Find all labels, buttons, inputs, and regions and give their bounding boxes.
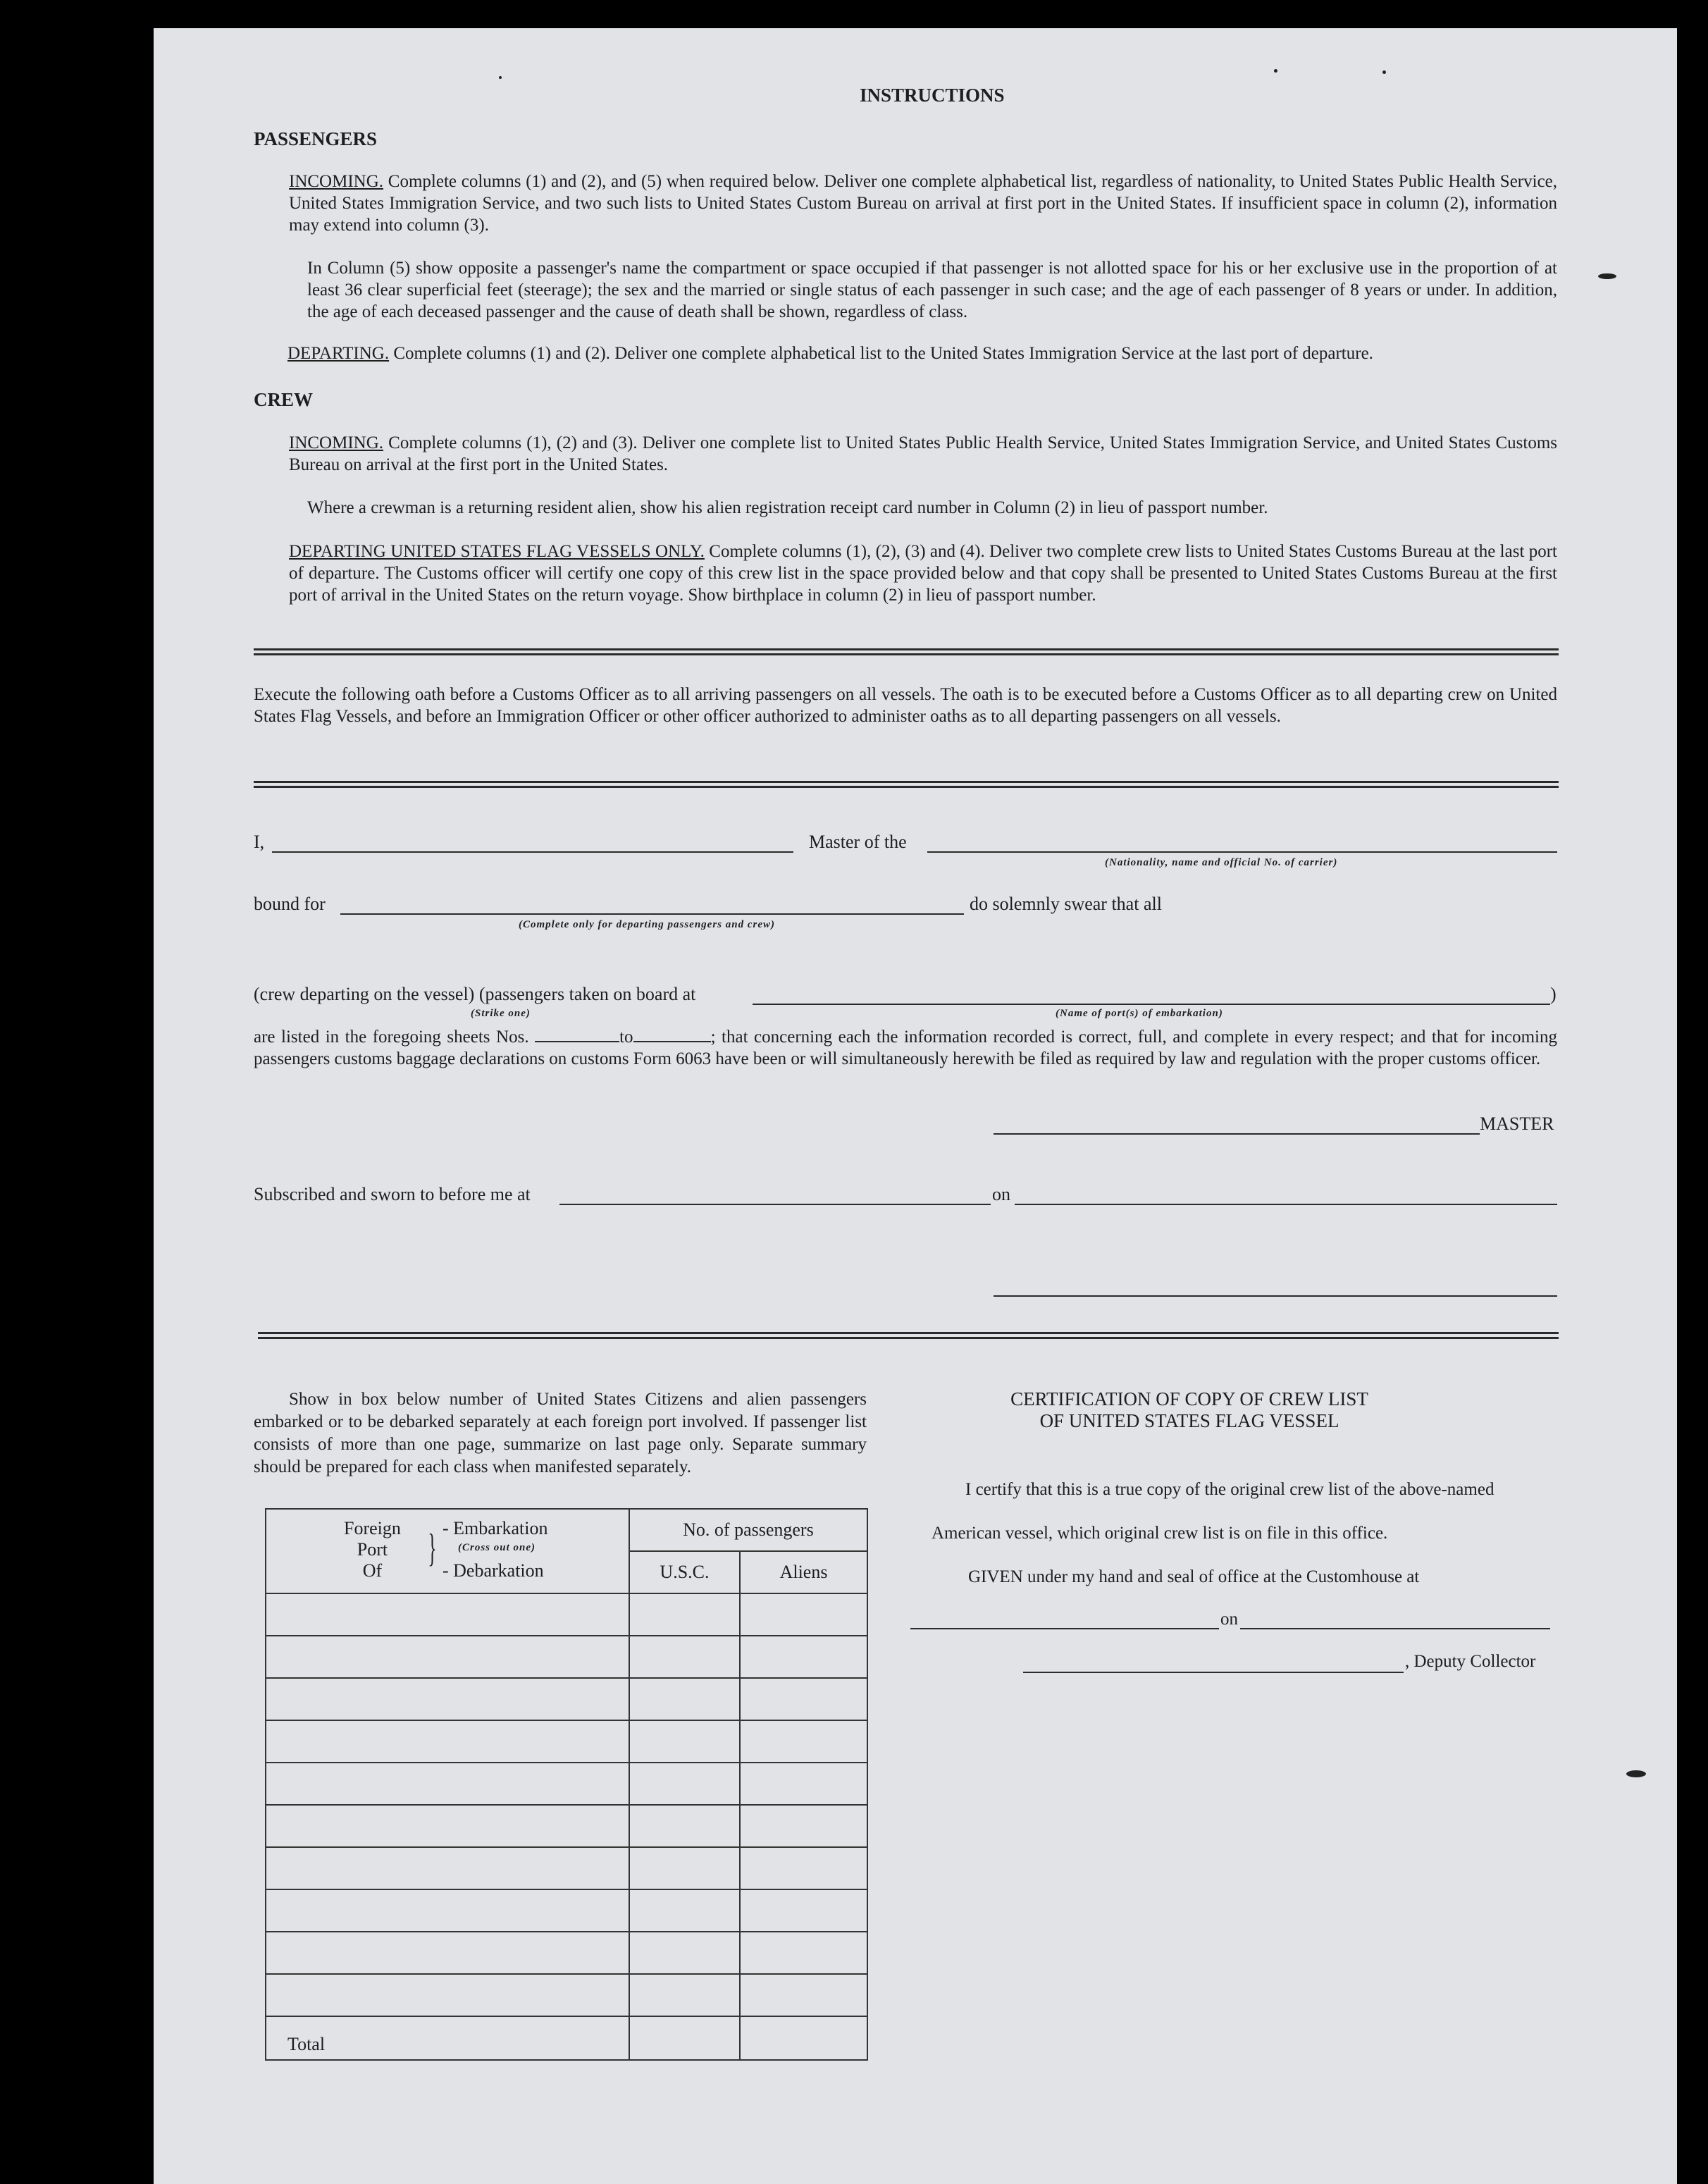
embarkation-port-line[interactable] [753, 1004, 1550, 1005]
usc-cell[interactable] [629, 1889, 740, 1932]
port-cell[interactable] [266, 1805, 629, 1847]
crew-passengers-label: (crew departing on the vessel) (passengers taken on board at [254, 984, 696, 1004]
crew-incoming-paragraph [289, 432, 1557, 476]
usc-cell[interactable] [629, 1678, 740, 1720]
passengers-departing-paragraph [287, 343, 1557, 364]
usc-cell[interactable] [629, 1636, 740, 1678]
subscribed-place-line[interactable] [559, 1204, 991, 1205]
no-of-passengers-header: No. of passengers [629, 1509, 867, 1551]
cross-out-caption: (Cross out one) [458, 1542, 536, 1553]
embarkation-label: - Embarkation [443, 1518, 548, 1538]
master-signature-line[interactable] [994, 1133, 1480, 1135]
sheets-rest: ; that concerning each the information recorded is correct, full, and complete in every respect; and that for incoming passengers customs baggage declarations on customs Form 6063 have been or will simultaneously herewith be filed as required by law and regulation with the proper customs officer. [254, 1028, 1557, 1068]
certify-text: I certify that this is a true copy of the original crew list of the above-named [965, 1480, 1494, 1499]
total-usc-cell[interactable] [629, 2016, 740, 2060]
passengers-departing-text: Complete columns (1) and (2). Deliver one complete alphabetical list to the United States Immigration Service at the last port of departure. [393, 344, 1373, 363]
port-cell[interactable] [266, 1763, 629, 1805]
passengers-incoming-paragraph [289, 171, 1557, 236]
foreign-port-header [266, 1509, 629, 1593]
passengers-departing-label: DEPARTING. [287, 344, 390, 363]
usc-cell[interactable] [629, 1593, 740, 1636]
certification-on-label: on [1220, 1610, 1238, 1629]
customhouse-line[interactable] [910, 1628, 1219, 1629]
strike-caption: (Strike one) [471, 1008, 531, 1019]
sheets-paragraph [254, 1026, 1557, 1070]
port-cell[interactable] [266, 1932, 629, 1974]
swear-label: do solemnly swear that all [970, 894, 1162, 914]
total-aliens-cell[interactable] [740, 2016, 867, 2060]
usc-cell[interactable] [629, 1932, 740, 1974]
sheet-from-line[interactable] [535, 1041, 619, 1042]
aliens-cell[interactable] [740, 1847, 867, 1889]
stray-mark [499, 76, 502, 79]
passengers-heading: PASSENGERS [254, 128, 378, 149]
debarkation-label: - Debarkation [443, 1560, 544, 1581]
usc-cell[interactable] [629, 1974, 740, 2016]
aliens-cell[interactable] [740, 1974, 867, 2016]
form-sheet [154, 28, 1677, 2184]
aliens-cell[interactable] [740, 1889, 867, 1932]
master-label: MASTER [1480, 1113, 1554, 1134]
stray-mark [1274, 69, 1277, 73]
total-label: Total [266, 2016, 629, 2060]
crew-departing-paragraph [289, 541, 1557, 606]
usc-cell[interactable] [629, 1763, 740, 1805]
passengers-incoming-text: Complete columns (1) and (2), and (5) when required below. Deliver one complete alphabetical list, regardless of nationality, to United States Public Health Service, United States Immigration Service, and two such lists to United States Custom Bureau on arrival at first port in the United States. If insufficient space in column (2), information may extend into column (3). [289, 172, 1558, 235]
aliens-cell[interactable] [740, 1805, 867, 1847]
oath-i-label: I, [254, 832, 265, 852]
certification-title-line2: OF UNITED STATES FLAG VESSEL [1039, 1410, 1339, 1431]
bound-for-line[interactable] [340, 913, 964, 915]
port-cell[interactable] [266, 1636, 629, 1678]
oath-intro: Execute the following oath before a Customs Officer as to all arriving passengers on all vessels. The oath is to be executed before a Customs Officer as to all departing crew on United States Flag Vessels, and before an Immigration Officer or other officer authorized to administer oaths as to all departing passengers on all vessels. [254, 685, 1557, 726]
port-cell[interactable] [266, 1889, 629, 1932]
deputy-signature-line[interactable] [1023, 1672, 1404, 1673]
usc-cell[interactable] [629, 1720, 740, 1763]
close-paren: ) [1550, 984, 1557, 1004]
summary-instructions: Show in box below number of United States Citizens and alien passengers embarked or to be debarked separately at each foreign port involved. If passenger list consists of more than one page, summarize on last page only. Separate summary should be prepared for each class when manifested separately. [254, 1390, 867, 1476]
crew-departing-label: DEPARTING UNITED STATES FLAG VESSELS ONLY. [289, 542, 705, 561]
port-caption: (Name of port(s) of embarkation) [1056, 1008, 1223, 1019]
subscribed-date-line[interactable] [1015, 1204, 1557, 1205]
port-cell[interactable] [266, 1720, 629, 1763]
usc-cell[interactable] [629, 1805, 740, 1847]
aliens-header: Aliens [740, 1551, 867, 1593]
sheets-prefix: are listed in the foregoing sheets Nos. [254, 1028, 529, 1047]
port-cell[interactable] [266, 1593, 629, 1636]
brace-icon: } [428, 1526, 437, 1570]
aliens-cell[interactable] [740, 1720, 867, 1763]
aliens-cell[interactable] [740, 1636, 867, 1678]
port-cell[interactable] [266, 1847, 629, 1889]
crew-resident-paragraph: Where a crewman is a returning resident alien, show his alien registration receipt card number in Column (2) in lieu of passport number. [307, 498, 1268, 517]
stray-mark [1626, 1770, 1646, 1777]
bound-for-label: bound for [254, 894, 326, 914]
deputy-collector-label: , Deputy Collector [1405, 1652, 1536, 1671]
stray-mark [1382, 70, 1386, 74]
page-title: INSTRUCTIONS [860, 85, 1005, 106]
subscribed-on-label: on [992, 1184, 1010, 1204]
officer-signature-line[interactable] [994, 1295, 1557, 1297]
master-of-the-label: Master of the [809, 832, 907, 852]
crew-incoming-text: Complete columns (1), (2) and (3). Deliver one complete list to United States Public Health Service, United States Immigration Service, and United States Customs Bureau on arrival at the first port in the United States. [289, 433, 1558, 474]
passenger-summary-table [265, 1508, 868, 2061]
port-label: Port [357, 1539, 388, 1560]
given-text: GIVEN under my hand and seal of office at the Customhouse at [968, 1567, 1420, 1586]
divider [258, 1332, 1559, 1339]
divider [254, 781, 1559, 788]
port-cell[interactable] [266, 1678, 629, 1720]
carrier-line[interactable] [927, 851, 1557, 853]
crew-departing-text: Complete columns (1), (2), (3) and (4). Deliver two complete crew lists to United States Customs Bureau at the last port of departure. The Customs officer will certify one copy of this crew list in the space provided below and that copy shall be presented to United States Customs Bureau at the first port of arrival in the United States on the return voyage. Show birthplace in column (2) in lieu of passport number. [289, 542, 1558, 605]
carrier-caption: (Nationality, name and official No. of carrier) [1105, 857, 1338, 868]
passengers-column5-paragraph: In Column (5) show opposite a passenger's name the compartment or space occupied if that passenger is not allotted space for his or her exclusive use in the proportion of at least 36 clear superficial feet (steerage); the sex and the married or single status of each passenger in such case; and the age of each passenger of 8 years or under. In addition, the age of each deceased passenger and the cause of death shall be shown, regardless of class. [307, 259, 1557, 321]
passengers-incoming-label: INCOMING. [289, 172, 384, 191]
sheets-to: to [619, 1028, 633, 1047]
vessel-text: American vessel, which original crew list is on file in this office. [932, 1524, 1388, 1543]
master-name-line[interactable] [272, 851, 793, 853]
subscribed-label: Subscribed and sworn to before me at [254, 1184, 531, 1204]
bound-for-caption: (Complete only for departing passengers and crew) [519, 919, 775, 930]
aliens-cell[interactable] [740, 1763, 867, 1805]
foreign-label: Foreign [344, 1518, 401, 1538]
sheet-to-line[interactable] [633, 1041, 711, 1042]
stray-mark [1598, 273, 1616, 279]
crew-incoming-label: INCOMING. [289, 433, 384, 452]
of-label: Of [362, 1560, 383, 1581]
certification-title-line1: CERTIFICATION OF COPY OF CREW LIST [1010, 1388, 1368, 1409]
certification-title [978, 1388, 1401, 1432]
usc-cell[interactable] [629, 1847, 740, 1889]
divider [254, 648, 1559, 655]
aliens-cell[interactable] [740, 1678, 867, 1720]
certification-date-line[interactable] [1240, 1628, 1550, 1629]
aliens-cell[interactable] [740, 1593, 867, 1636]
aliens-cell[interactable] [740, 1932, 867, 1974]
crew-heading: CREW [254, 389, 314, 410]
usc-header: U.S.C. [629, 1551, 740, 1593]
port-cell[interactable] [266, 1974, 629, 2016]
